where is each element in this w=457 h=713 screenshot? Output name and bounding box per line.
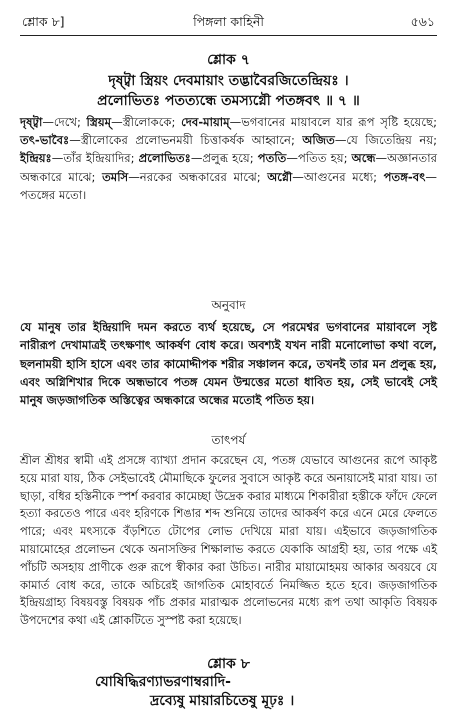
synonym-meaning: —নরকের অন্ধকারের মাঝে; (128, 169, 268, 184)
synonym-meaning: —দেখে; (42, 115, 87, 129)
verse-8-line-1: যোষিদ্ধিরণ্যাভরণাম্বরাদি- (95, 674, 231, 690)
header-verse-ref: শ্লোক ৮] (22, 14, 65, 29)
synonym-word: অজিত (302, 133, 335, 148)
header-chapter-title: পিঙ্গলা কাহিনী (193, 14, 264, 29)
synonym-word: পতঙ্গ-বৎ (383, 169, 426, 184)
header-divider (20, 35, 437, 36)
synonym-word: প্রলোভিতঃ (138, 151, 191, 166)
synonym-meaning: —যে জিতেন্দ্রিয় নয়; (334, 133, 437, 148)
synonym-meaning: —আগুনের মধ্যে; (292, 169, 384, 184)
synonym-word: অন্ধে (351, 151, 376, 166)
synonym-word: দৃষ্ট্বা (20, 115, 43, 129)
synonyms-paragraph (20, 113, 437, 295)
verse-7-line-1: দৃষ্ট্বা স্ত্রিয়ং দেবমায়াং তদ্ভাবৈরজিতেন্দ্রিয়ঃ । (108, 73, 349, 89)
translation-paragraph: যে মানুষ তার ইন্দ্রিয়াদি দমন করতে ব্যর্থ হয়েছে, সে পরমেশ্বর ভগবানের মায়াবলে সৃষ্ট নারীরূপ দেখামাত্রই তৎক্ষণাৎ আকর্ষণ বোধ করে। অবশ্যই যখন নারী মনোলোভা কথা বলে, ছলনাময়ী হাসি হাসে এবং তার কামোদ্দীপক শরীর সঞ্চালন করে, তখনই তার মন প্রলুব্ধ হয়, এবং অগ্নিশিখার দিকে অন্ধভাবে পতঙ্গ যেমন উন্মত্তের মতো ধাবিত হয়, সেই ভাবেই সেই মানুষ জড়জাগতিক অস্তিত্বের অন্ধকারে অন্ধের মতোই পতিত হয়। (20, 320, 437, 408)
translation-heading: অনুবাদ (211, 298, 246, 312)
synonym-word: স্ত্রিয়ম্ (86, 115, 112, 129)
synonym-meaning: —তাঁর ইন্দ্রিয়াদির; (51, 151, 139, 166)
synonym-word: দেব-মায়াম্ (181, 115, 230, 129)
verse-7-title: শ্লোক ৭ (207, 52, 250, 68)
synonym-meaning: —স্ত্রীলোককে; (111, 115, 182, 129)
synonym-meaning: —অজ্ঞানতার অন্ধকারে মাঝে; (20, 151, 437, 184)
purport-paragraph: শ্রীল শ্রীধর স্বামী এই প্রসঙ্গে ব্যাখ্যা প্রদান করেছেন যে, পতঙ্গ যেভাবে আগুনের রূপে আকৃষ্ট হয়ে মারা যায়, ঠিক সেইভাবেই মৌমাছিকে ফুলের সুবাসে আকৃষ্ট করে অনায়াসেই মারা যায়। তা ছাড়া, বধির হস্তিনীকে স্পর্শ করবার কামেচ্ছা উদ্রেক করার মাধ্যমে শিকারীরা হস্তীকে ফাঁদে ফেলে হত্যা করতেও পারে এবং হরিণকে শিঙার শব্দ শুনিয়ে তাদের আকর্ষণ করে এনে মেরে ফেলতে পারে; এবং মৎস্যকে বঁড়শিতে টোপের লোভ দেখিয়ে মারা যায়। এইভাবে জড়জাগতিক মায়ামোহের প্রলোভন থেকে অনাসক্তির শিক্ষালাভ করতে যেকাকি আগ্রহী হয়, তার পক্ষে এই পাঁচটি অসহায় প্রাণীকে গুরু রূপে স্বীকার করা উচিত। নারীর মায়ামোহময় আকার অবয়বে যে কামার্ত বোধ করে, তাকে অচিরেই জাগতিক মোহাবর্তে নিমজ্জিত হতে হবে। জড়জাগতিক ইন্দ্রিয়গ্রাহ্য বিষয়বস্তু বিষয়ক পাঁচ প্রকার মারাত্মক প্রলোভনের মধ্যে রূপ তথা আকৃতি বিষয়ক উপদেশের কথা এই শ্লোকটিতে সুস্পষ্ট করা হয়েছে। (20, 454, 437, 628)
purport-heading: তাৎপর্য (211, 433, 246, 447)
page-number: ৫৬১ (410, 14, 435, 29)
synonym-word: ইন্দ্রিয়ঃ (20, 151, 52, 166)
synonym-meaning: —পতঙ্গের মতো। (20, 169, 437, 202)
synonym-word: তমসি (102, 169, 129, 184)
synonym-word: পততি (257, 151, 287, 166)
synonym-word: অগ্নৌ (267, 169, 293, 184)
synonym-meaning: —স্ত্রীলোকের প্রলোভনময়ী চিত্তাকর্ষক আহ্বানে; (69, 133, 303, 148)
running-header (22, 14, 435, 34)
synonym-meaning: —ভগবানের মায়াবলে যার রূপ সৃষ্টি হয়েছে; (229, 115, 437, 129)
verse-8-line-2: দ্রব্যেষু মায়ারচিতেষু মূঢ়ঃ । (150, 693, 295, 709)
verse-8-title: শ্লোক ৮ (207, 656, 250, 672)
verse-7-line-2: প্রলোভিতঃ পতত্যন্ধে তমস্যগ্নৌ পতঙ্গবৎ ॥ ৭ ॥ (97, 93, 360, 109)
synonym-word: তৎ-ভাবৈঃ (20, 133, 70, 148)
synonym-meaning: —পতিত হয়; (286, 151, 352, 166)
synonym-meaning: —প্রলুব্ধ হয়ে; (190, 151, 258, 166)
